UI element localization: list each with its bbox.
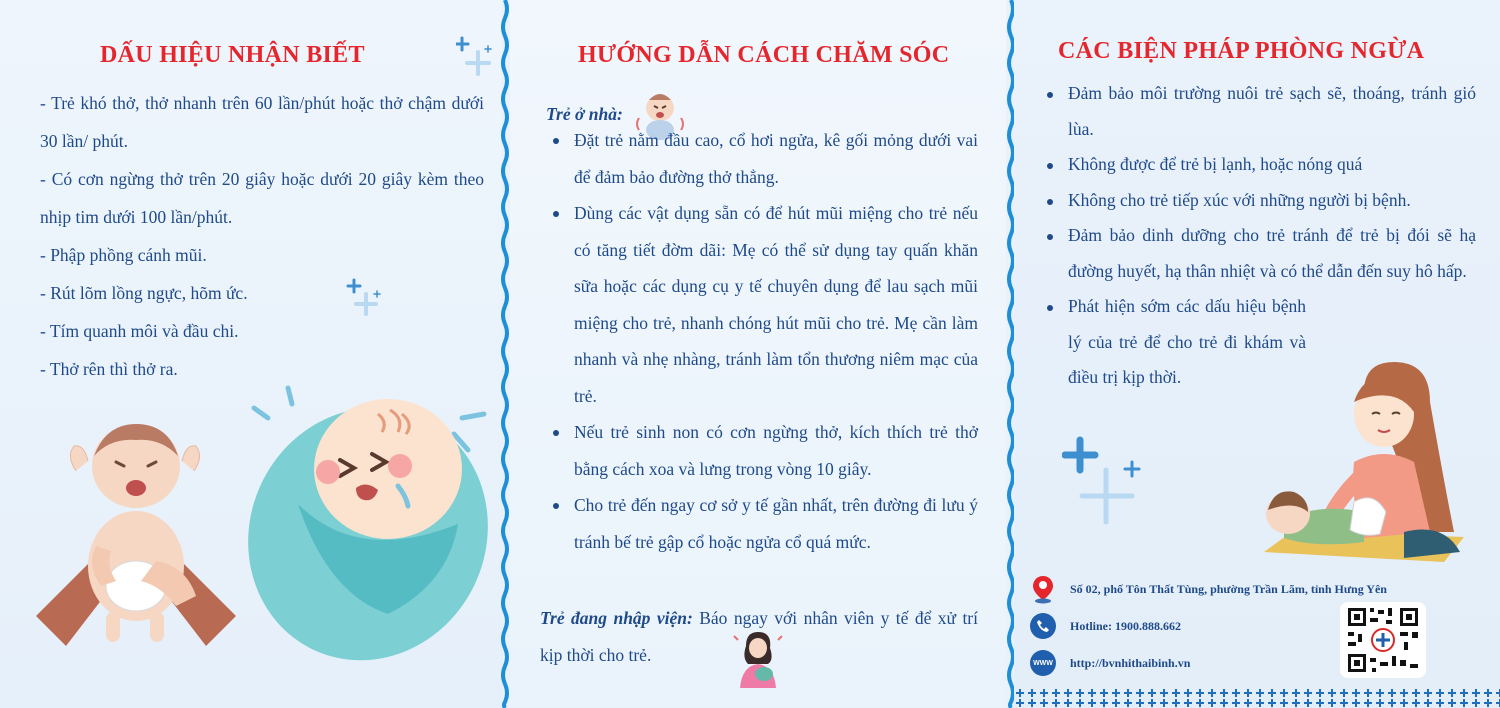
website-link[interactable]: http://bvnhithaibinh.vn — [1070, 655, 1191, 670]
qr-code — [1340, 602, 1426, 678]
prevention-list — [1040, 76, 1476, 396]
mother-changing-baby-illustration — [1254, 362, 1474, 576]
prevention-bullet: Đảm bảo môi trường nuôi trẻ sạch sẽ, thoáng, tránh gió lùa. — [1040, 76, 1476, 147]
address-text: Số 02, phố Tôn Thất Tùng, phường Trần Lãm, tỉnh Hưng Yên — [1070, 581, 1387, 596]
prevention-bullet: Phát hiện sớm các dấu hiệu bệnh lý của trẻ để cho trẻ đi khám và điều trị kịp thời. — [1040, 289, 1476, 396]
care-home-list — [546, 122, 978, 560]
contact-address-row — [1030, 574, 1387, 604]
phone-icon — [1030, 613, 1056, 639]
care-title: HƯỚNG DẪN CÁCH CHĂM SÓC — [578, 42, 950, 68]
home-label: Trẻ ở nhà: — [546, 104, 623, 124]
prevention-bullet: Không cho trẻ tiếp xúc với những người bị bệnh. — [1040, 183, 1476, 219]
sparkle-plus-decoration — [456, 36, 496, 78]
panel-signs — [0, 0, 502, 708]
care-bullet: Cho trẻ đến ngay cơ sở y tế gần nhất, trên đường đi lưu ý tránh bế trẻ gập cổ hoặc ngửa cổ quá mức. — [546, 487, 978, 560]
sign-line: - Có cơn ngừng thở trên 20 giây hoặc dưới 20 giây kèm theo nhịp tim dưới 100 lần/phút. — [40, 169, 484, 227]
www-icon: WWW — [1030, 650, 1056, 676]
cross-pattern-border — [1014, 688, 1500, 708]
prevention-bullet: Không được để trẻ bị lạnh, hoặc nóng quá — [1040, 147, 1476, 183]
sign-line: - Trẻ khó thở, thở nhanh trên 60 lần/phút hoặc thở chậm dưới 30 lần/ phút. — [40, 93, 484, 151]
sign-line: - Rút lõm lồng ngực, hõm ức. — [40, 283, 248, 303]
hotline-text[interactable]: Hotline: 1900.888.662 — [1070, 618, 1181, 633]
panel-prevention — [1014, 0, 1500, 708]
care-bullet: Dùng các vật dụng sẵn có để hút mũi miệng cho trẻ nếu có tăng tiết đờm dãi: Mẹ có thể sử dụng tay quấn khăn sữa hoặc các dụng cụ y tế chuyên dụng để lau sạch mũi miệng cho trẻ, nhanh chóng hút mũi cho trẻ. Mẹ cần làm nhanh và nhẹ nhàng, tránh làm tổn thương niêm mạc của trẻ. — [546, 195, 978, 414]
sign-line: - Phập phồng cánh mũi. — [40, 245, 207, 265]
sparkle-plus-decoration — [346, 276, 386, 318]
signs-title: DẤU HIỆU NHẬN BIẾT — [100, 42, 365, 68]
contact-website-row — [1030, 650, 1190, 676]
baby-held-illustration — [36, 416, 236, 648]
sparkle-plus-decoration — [1062, 436, 1146, 528]
panel-care — [510, 0, 1006, 708]
swaddled-baby-illustration — [248, 384, 488, 666]
wave-divider — [500, 0, 510, 708]
hospital-text: Báo ngay với nhân viên y tế để xử trí kịp thời cho trẻ. — [540, 608, 978, 665]
contact-hotline-row — [1030, 613, 1181, 639]
hospital-label: Trẻ đang nhập viện: — [540, 608, 693, 628]
mother-holding-baby-icon — [728, 630, 788, 688]
prevention-bullet: Đảm bảo dinh dưỡng cho trẻ tránh để trẻ bị đói sẽ hạ đường huyết, hạ thân nhiệt và có thể dẫn đến suy hô hấp. — [1040, 218, 1476, 289]
signs-list — [40, 84, 484, 388]
sign-line: - Tím quanh môi và đầu chi. — [40, 321, 239, 341]
location-pin-icon — [1030, 574, 1056, 604]
care-bullet: Nếu trẻ sinh non có cơn ngừng thở, kích thích trẻ thở bằng cách xoa và lưng trong vòng 10 giây. — [546, 414, 978, 487]
care-bullet: Đặt trẻ nằm đầu cao, cổ hơi ngửa, kê gối mỏng dưới vai để đảm bảo đường thở thẳng. — [546, 122, 978, 195]
sign-line: - Thở rên thì thở ra. — [40, 359, 178, 379]
prevention-title: CÁC BIỆN PHÁP PHÒNG NGỪA — [1058, 38, 1425, 64]
